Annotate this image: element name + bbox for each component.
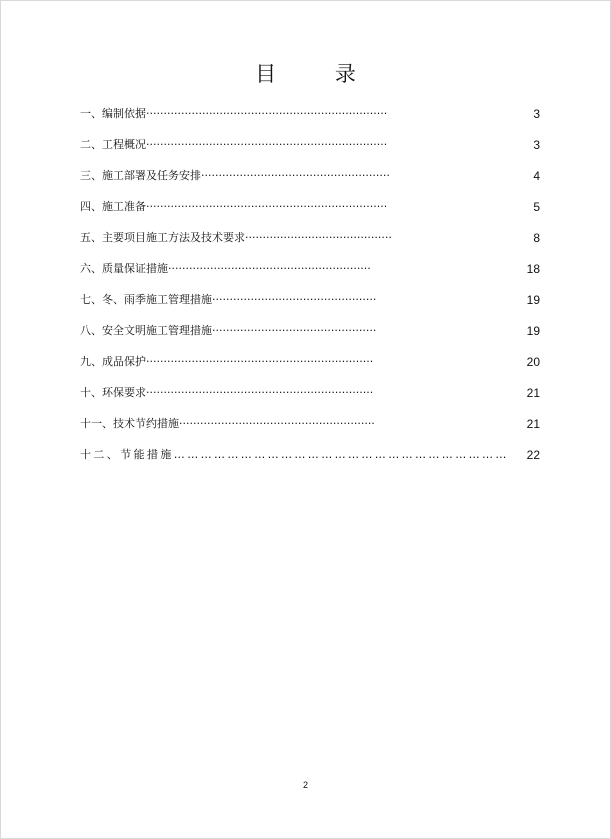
toc-entry-page: 20: [526, 355, 540, 369]
toc-entry-text: 二、工程概况·····································································: [80, 138, 388, 151]
toc-entry[interactable]: [80, 414, 542, 434]
toc-entry-text: 十二、节能措施…………………………………………………………………: [80, 448, 509, 461]
toc-entry[interactable]: [80, 259, 542, 279]
toc-entry[interactable]: [80, 321, 542, 341]
toc-entry-page: 19: [526, 293, 540, 307]
toc-entry-page: 18: [526, 262, 540, 276]
toc-entry-text: 八、安全文明施工管理措施···············································: [80, 324, 377, 337]
toc-entry-text: 三、施工部署及任务安排······················································: [80, 169, 390, 182]
page-number: 2: [302, 780, 308, 790]
toc-entry-page: 3: [533, 107, 540, 121]
toc-entry-text: 十、环保要求·································································: [80, 386, 374, 399]
toc-entry-page: 21: [526, 417, 540, 431]
page-title: 目 录: [255, 62, 382, 86]
toc-entry[interactable]: [80, 166, 542, 186]
toc-entry-page: 5: [533, 200, 540, 214]
toc-entry-page: 3: [533, 138, 540, 152]
toc-entry[interactable]: [80, 197, 542, 217]
toc-entry-text: 九、成品保护·································································: [80, 355, 374, 368]
toc-entry[interactable]: [80, 383, 542, 403]
toc-entry-text: 十一、技术节约措施························································: [80, 417, 375, 430]
toc-entry-text: 一、编制依据·····································································: [80, 107, 388, 120]
toc-entry-text: 七、冬、雨季施工管理措施···············································: [80, 293, 377, 306]
toc-entry-page: 21: [526, 386, 540, 400]
toc-entry[interactable]: [80, 104, 542, 124]
toc-entry-text: 六、质量保证措施··························································: [80, 262, 371, 275]
toc-entry-page: 8: [533, 231, 540, 245]
toc-entry-page: 22: [526, 448, 540, 462]
toc-entry-page: 19: [526, 324, 540, 338]
toc-entry[interactable]: [80, 135, 542, 155]
toc-entry-text: 四、施工准备·····································································: [80, 200, 388, 213]
toc-entry-text: 五、主要项目施工方法及技术要求··········································: [80, 231, 392, 244]
toc-entry[interactable]: [80, 352, 542, 372]
toc-entry[interactable]: [80, 445, 542, 465]
toc-entry[interactable]: [80, 290, 542, 310]
toc-entry-page: 4: [533, 169, 540, 183]
toc-entry[interactable]: [80, 228, 542, 248]
